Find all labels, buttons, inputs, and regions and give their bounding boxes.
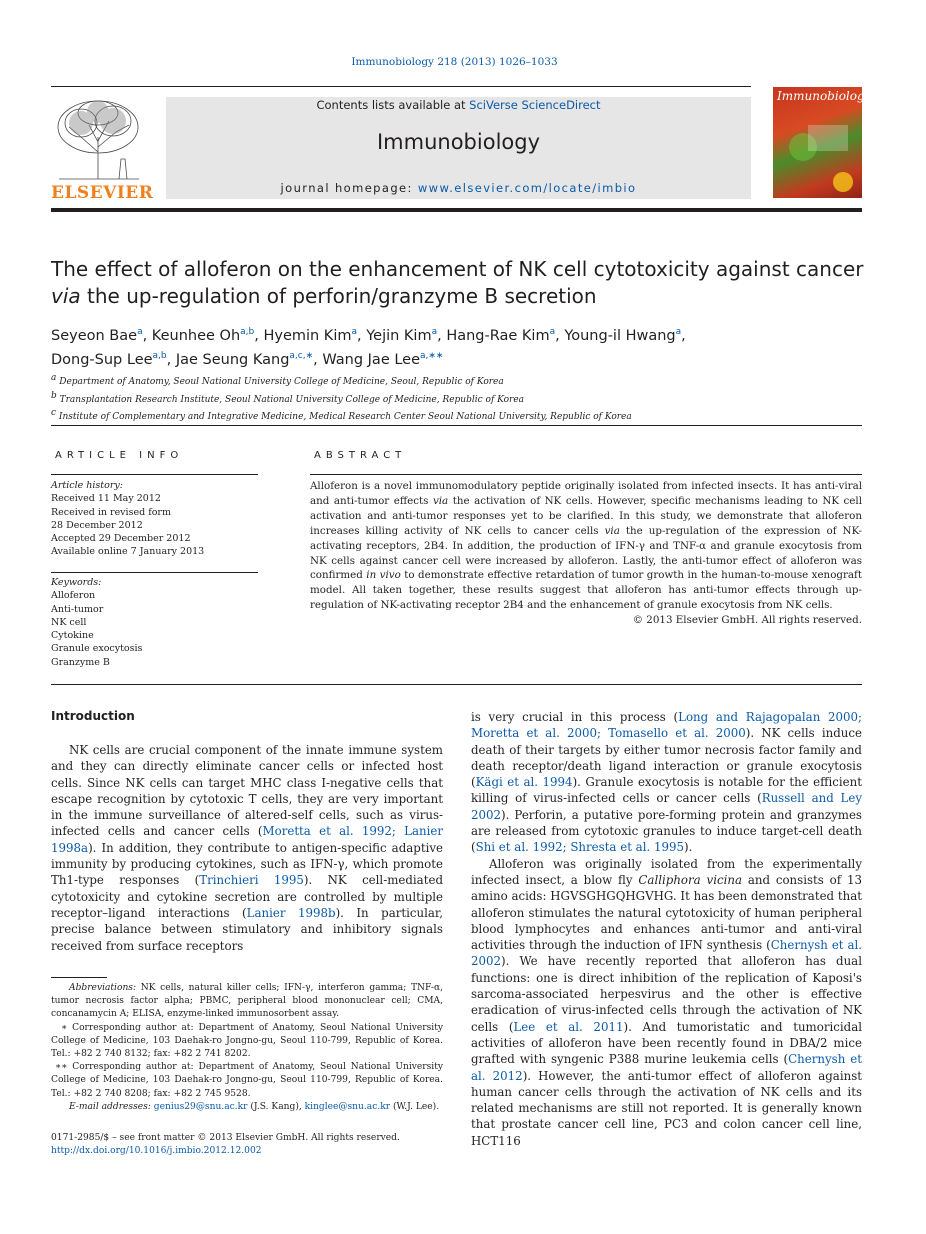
title-line-2 [51, 283, 871, 310]
author-affiliation-marker[interactable]: a,b [240, 327, 255, 337]
homepage-link[interactable]: www.elsevier.com/locate/imbio [417, 181, 637, 195]
author-name: Wang Jae Lee [322, 351, 421, 368]
keyword-item: Anti-tumor [51, 603, 104, 615]
author-name: Yejin Kim [366, 327, 432, 344]
abstract-copyright: © 2013 Elsevier GmbH. All rights reserved. [632, 614, 862, 627]
elsevier-tree-icon [51, 97, 145, 181]
email-label: E-mail addresses: [69, 1101, 154, 1112]
history-item: 28 December 2012 [51, 519, 143, 531]
header-thick-rule [51, 208, 862, 212]
author-name: Jae Seung Kang [175, 351, 290, 368]
keyword-item: NK cell [51, 616, 87, 628]
author-name: Hang-Rae Kim [446, 327, 550, 344]
citation-link[interactable]: Russell and Ley 2002 [471, 791, 863, 822]
abstract-italic-1: via [432, 494, 449, 507]
email-footnote [51, 1101, 443, 1114]
intro-paragraph-1-cont: is very crucial in this process (Long and Rajagopalan 2000; Moretta et al. 2000; Tomasello et al. 2000). NK cells induce death of their targets by either tumor necrosis factor family and death receptor/death ligand interaction or granule exocytosis (Kägi et al. 1994). Granule exocytosis is notable for the efficient killing of virus-infected cells or cancer cells (Russell and Ley 2002). Perforin, a putative pore-forming protein and granzymes are released from cytotoxic granules to induce target-cell death (Shi et al. 1992; Shresta et al. 1995). [471, 710, 863, 855]
journal-citation[interactable]: Immunobiology 218 (2013) 1026–1033 [351, 56, 558, 68]
history-item: Available online 7 January 2013 [51, 546, 205, 558]
author-affiliation-marker[interactable]: a [675, 327, 682, 337]
keyword-list [51, 589, 258, 669]
keywords-block [51, 576, 258, 669]
corresponding-author-2: ∗∗ Corresponding author at: Department of Anatomy, Seoul National University College of Medicine, 103 Daehak-ro Jongno-gu, Seoul 110-799, Republic of Korea. Tel.: +82 2 740 8208; fax: +82 2 745 9528. [51, 1062, 443, 1099]
publisher-name: ELSEVIER [51, 183, 154, 203]
title-line-2-rest: the up-regulation of perforin/granzyme B secretion [80, 284, 597, 308]
keywords-label: Keywords: [51, 577, 102, 588]
keyword-item: Alloferon [51, 590, 96, 602]
author-affiliation-marker[interactable]: a [549, 327, 556, 337]
keyword-item: Granule exocytosis [51, 643, 143, 655]
abstract-italic-3: in vivo [366, 569, 401, 582]
journal-cover-image [773, 87, 872, 198]
author-affiliation-marker[interactable]: a,∗∗ [420, 350, 444, 361]
author-name: Dong-Sup Lee [51, 351, 153, 368]
affiliation-text: Institute of Complementary and Integrative Medicine, Medical Research Center Seoul National University, Republic of Korea [56, 412, 632, 422]
journal-name: Immunobiology [376, 130, 541, 154]
affiliation-marker: b [51, 390, 57, 401]
author-affiliation-marker[interactable]: a [351, 327, 357, 337]
citation-link[interactable]: Trinchieri 1995 [199, 873, 304, 888]
keyword-item: Cytokine [51, 630, 94, 642]
homepage-line [166, 181, 751, 195]
author-name: Keunhee Oh [151, 327, 241, 344]
author-affiliation-marker[interactable]: a,b [152, 350, 167, 361]
header-rule [51, 86, 751, 87]
author-affiliation-marker[interactable]: a [137, 327, 143, 337]
abstract-text-2: the activation of NK cells. However, specific mechanisms leading to NK cell activation and anti-tumor responses yet to be clarified. In this study, we demonstrate that alloferon increases killing activity of NK cells to cancer cells [310, 494, 862, 537]
history-item: Received 11 May 2012 [51, 493, 161, 505]
abstract-heading: ABSTRACT [314, 450, 407, 461]
contents-prefix: Contents lists available at [316, 98, 470, 112]
footnote-rule [51, 977, 107, 978]
intro-paragraph-1: NK cells are crucial component of the innate immune system and they can directly eliminate cancer cells or infected host cells. Since NK cells can target MHC class I-negative cells that escape recognition by cytotoxic T cells, they are very important in the immune surveillance of altered-self cells, such as virus-infected cells and cancer cells (Moretta et al. 1992; Lanier 1998a). In addition, they contribute to antigen-specific adaptive immunity by producing cytokines, such as IFN-γ, which promote Th1-type responses (Trinchieri 1995). NK cell-mediated cytotoxicity and cytokine secretion are controlled by multiple receptor–ligand interactions (Lanier 1998b). In particular, precise balance between stimulatory and inhibitory signals received from surface receptors [51, 743, 443, 953]
author-affiliation-marker[interactable]: a,c,∗ [289, 350, 314, 361]
author-name: Hyemin Kim [263, 327, 352, 344]
section-heading-introduction: Introduction [51, 709, 135, 723]
elsevier-logo [51, 97, 154, 203]
abstract-text-3: the up-regulation of the expression of NK-activating receptors, 2B4. In addition, the production of IFN-γ and TNF-α and granule exocytosis from NK cells against cancer cell were increased by alloferon. Lastly, the anti-tumor effect of alloferon was confirmed [310, 524, 862, 582]
history-list [51, 492, 258, 558]
intro-left-column [51, 742, 443, 954]
affiliation [51, 407, 871, 425]
title-line-1: The effect of alloferon on the enhancement of NK cell cytotoxicity against cancer [51, 257, 864, 281]
author-name: Seyeon Bae [51, 327, 138, 344]
section-rule [51, 425, 862, 426]
email-owner-lee: (W.J. Lee). [390, 1101, 440, 1112]
history-label: Article history: [51, 480, 123, 491]
affiliation [51, 372, 871, 390]
citation-link[interactable]: Long and Rajagopalan 2000; Moretta et al. 2000; Tomasello et al. 2000 [471, 710, 862, 741]
author-name: Young-il Hwang [564, 327, 676, 344]
email-link-lee[interactable]: kinglee@snu.ac.kr [304, 1101, 391, 1112]
email-owner-kang: (J.S. Kang), [247, 1101, 305, 1112]
history-item: Accepted 29 December 2012 [51, 533, 191, 545]
footnotes [51, 982, 443, 1114]
citation-link[interactable]: Chernysh et al. 2012 [471, 1052, 862, 1083]
article-info-heading: ARTICLE INFO [55, 450, 184, 461]
history-item: Received in revised form [51, 506, 171, 518]
abbreviations-label: Abbreviations: [69, 983, 137, 993]
affiliation-text: Department of Anatomy, Seoul National University College of Medicine, Seoul, Republic of Korea [56, 377, 504, 387]
contents-line [166, 98, 751, 112]
intro-paragraph-2: Alloferon was originally isolated from the experimentally infected insect, a blow fly Calliphora vicina and consists of 13 amino acids: HGVSGHGQHGVHG. It has been demonstrated that alloferon stimulates the natural cytotoxicity of human peripheral blood lymphocytes and enhances anti-tumor and anti-viral activities through the induction of IFN synthesis (Chernysh et al. 2002). We have recently reported that alloferon has dual functions: one is direct inhibition of the replication of Kaposi's sarcoma-associated herpesvirus and the other is effective eradication of virus-infected cells through the activation of NK cells (Lee et al. 2011). And tumoristatic and tumoricidal activities of alloferon have been recently found in DBA/2 mice grafted with syngenic P388 murine leukemia cells (Chernysh et al. 2012). However, the anti-tumor effect of alloferon against human cancer cells through the activation of NK cells and its related mechanisms are still not reported. It is generally known that prostate cancer cell line, PC3 and colon cancer cell line, HCT116 [471, 856, 863, 1148]
title-italic: via [51, 284, 81, 308]
citation-link[interactable]: Lanier 1998b [246, 905, 336, 920]
cover-title: Immunobiology [777, 89, 872, 103]
corresponding-author-1: ∗ Corresponding author at: Department of Anatomy, Seoul National University College of Medicine, 103 Daehak-ro Jongno-gu, Seoul 110-799, Republic of Korea. Tel.: +82 2 740 8132; fax: +82 2 741 8202. [51, 1022, 443, 1060]
affiliation-marker: a [51, 373, 57, 383]
citation-link[interactable]: Kägi et al. 1994 [475, 775, 573, 790]
keywords-rule [51, 572, 258, 573]
issn-line: 0171-2985/$ – see front matter © 2013 Elsevier GmbH. All rights reserved. [51, 1133, 400, 1143]
keyword-item: Granzyme B [51, 656, 110, 668]
sciencedirect-link[interactable]: SciVerse ScienceDirect [469, 98, 601, 112]
abstract-text-1: Alloferon is a novel immunomodulatory peptide originally isolated from infected insects. It has anti-viral and anti-tumor effects [310, 480, 862, 507]
citation-link[interactable]: Shi et al. 1992; Shresta et al. 1995 [475, 840, 685, 855]
body-rule [51, 684, 862, 685]
author-affiliation-marker[interactable]: a [431, 327, 438, 337]
abstract-rule [310, 474, 862, 475]
italic-species: Calliphora vicina [638, 872, 742, 887]
article-history [51, 479, 258, 559]
affiliation-text: Transplantation Research Institute, Seoul National University College of Medicine, Republic of Korea [56, 394, 525, 405]
citation-link[interactable]: Lee et al. 2011 [513, 1019, 624, 1034]
cover-art-icon [773, 87, 862, 198]
author-list: Seyeon Bae$^a$, Keunhee Oh$^{a,b}$, Hyemin Kim$^a$, Yejin Kim$^a$, Hang-Rae Kim$^a$, Young-il Hwang$^a$, Dong-Sup Lee$^{a,b}$, Jae Seung Kang$^{a,c,∗}$, Wang Jae Lee$^{a,∗∗}$ [51, 327, 686, 368]
abstract-body [310, 479, 862, 628]
article-info-rule [51, 474, 258, 475]
affiliations [51, 372, 871, 425]
homepage-prefix: journal homepage: [280, 181, 418, 195]
citation-link[interactable]: Chernysh et al. 2002 [471, 938, 863, 969]
abbreviations-text: NK cells, natural killer cells; IFN-γ, interferon gamma; TNF-α, tumor necrosis factor alpha; PBMC, peripheral blood mononuclear cell; CMA, concanamycin A; ELISA, enzyme-linked immunosorbent assay. [51, 983, 443, 1020]
citation-link[interactable]: Moretta et al. 1992; Lanier 1998a [51, 824, 443, 855]
abstract-italic-2: via [604, 524, 620, 537]
abbreviations-footnote [51, 982, 443, 1022]
affiliation-marker: c [51, 408, 57, 418]
affiliation [51, 390, 871, 408]
email-link-kang[interactable]: genius29@snu.ac.kr [153, 1101, 248, 1112]
abstract-text-4: to demonstrate effective retardation of tumor growth in the human-to-mouse xenograft model. All taken together, these results suggest that alloferon has anti-tumor effects through up-regulation of NK-activating receptor 2B4 and the enhancement of granule exocytosis from NK cells. [310, 569, 862, 612]
article-title [51, 256, 871, 310]
intro-right-column [471, 709, 862, 1149]
doi-link[interactable]: http://dx.doi.org/10.1016/j.imbio.2012.12.002 [51, 1146, 262, 1156]
journal-banner [166, 97, 751, 199]
